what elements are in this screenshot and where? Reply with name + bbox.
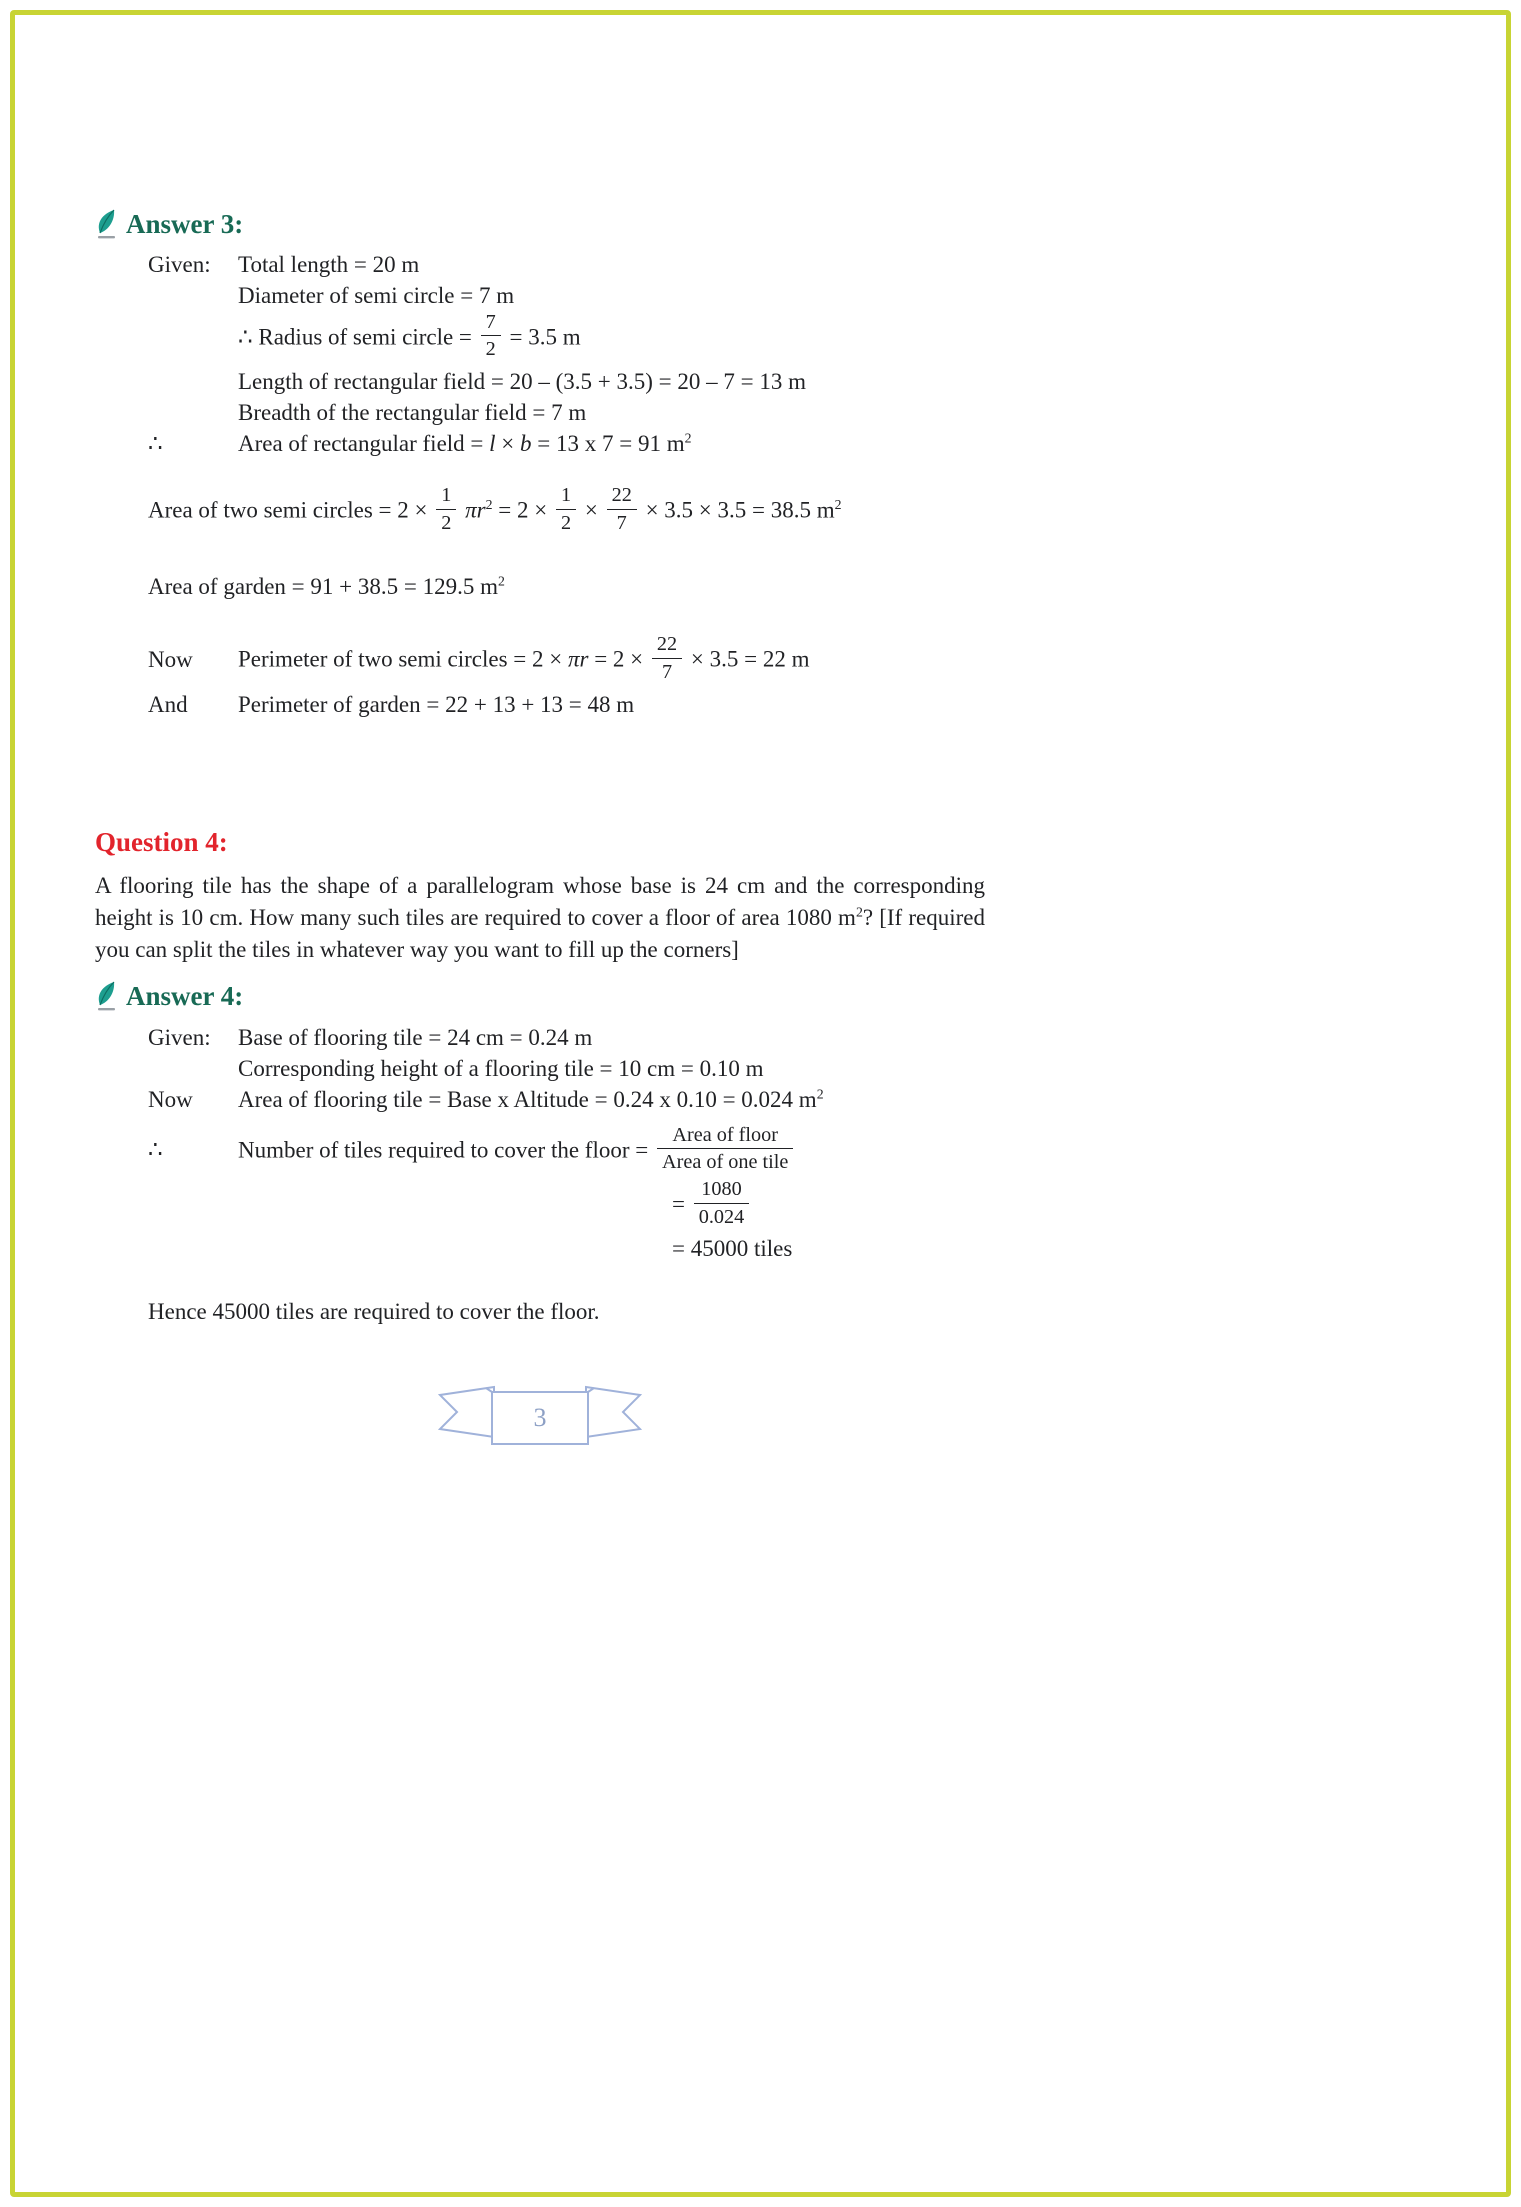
solution-line: [148, 689, 1521, 720]
answer-4-section: [95, 978, 1521, 1327]
line-text: Breadth of the rectangular field = 7 m: [238, 399, 587, 425]
line-text: Number of tiles required to cover the floor = $\frac{\text{Area of floor}}{\text{Area of one tile}}$: [238, 1125, 796, 1179]
solution-line: [148, 1084, 1521, 1115]
answer-4-heading: [95, 978, 1521, 1014]
solution-line: [148, 397, 1521, 428]
line-text: Perimeter of two semi circles = 2 × πr = 2 × $\frac{22}{7}$ × 3.5 = 22 m: [238, 634, 809, 688]
solution-line: [148, 312, 1521, 366]
superscript: 2: [855, 904, 863, 920]
answer-3-lines: [95, 249, 1521, 719]
solution-line: [148, 1022, 1521, 1053]
superscript: 2: [816, 1086, 824, 1102]
fraction: $\frac{7}{2}$: [481, 309, 501, 363]
line-label: Now: [148, 1086, 193, 1112]
question-4-heading: Question 4:: [95, 826, 228, 857]
solution-line: [148, 634, 1521, 688]
superscript: 2: [834, 496, 842, 512]
math-variable: πr: [567, 646, 589, 672]
math-variable: πr: [465, 497, 486, 523]
fraction: $\frac{22}{7}$: [652, 631, 682, 685]
line-text: Total length = 20 m: [238, 252, 420, 278]
line-text: Perimeter of garden = 22 + 13 + 13 = 48 m: [238, 691, 635, 717]
answer-3-section: [95, 206, 1521, 720]
line-text: Length of rectangular field = 20 – (3.5 + 3.5) = 20 – 7 = 13 m: [238, 368, 806, 394]
line-text: Area of rectangular field = l × b = 13 x 7 = 91 $m^2$: [238, 430, 692, 456]
line-label: Now: [148, 646, 193, 672]
line-label: ∴: [148, 430, 163, 456]
solution-line: [148, 1233, 1521, 1264]
line-text: Base of flooring tile = 24 cm = 0.24 m: [238, 1024, 593, 1050]
answer-3-heading-text: Answer 3:: [126, 209, 244, 239]
line-text: Diameter of semi circle = 7 m: [238, 283, 515, 309]
line-label: ∴: [148, 1137, 163, 1163]
math-variable: b: [520, 430, 532, 456]
solution-line: [148, 428, 1521, 459]
page-number: 3: [533, 1402, 547, 1432]
fraction: $\frac{1080}{0.024}$: [694, 1176, 750, 1230]
fraction: $\frac{\text{Area of floor}}{\text{Area of one tile}}$: [657, 1122, 793, 1176]
line-text: ∴ Radius of semi circle = $\frac{7}{2}$ = 3.5 m: [238, 312, 581, 366]
page-number-ribbon: [430, 1376, 650, 1460]
answer-3-heading: [95, 206, 1521, 242]
solution-line: [148, 1125, 1521, 1179]
line-label: Given:: [148, 1024, 211, 1050]
superscript: 2: [684, 430, 692, 446]
question-4-text: A flooring tile has the shape of a parallelogram whose base is 24 cm and the corresponding height is 10 cm. How many such tiles are required to cover a floor of area 1080 $m^2$? [If required you can split the tiles in whatever way you want to fill up the corners]: [95, 873, 986, 963]
line-text: Corresponding height of a flooring tile = 10 cm = 0.10 m: [238, 1055, 764, 1081]
fraction: $\frac{1}{2}$: [436, 482, 456, 536]
solution-line: [148, 1179, 1521, 1233]
solution-line: [148, 280, 1521, 311]
brand-leaf-icon: [95, 209, 119, 240]
solution-line: [148, 571, 1521, 602]
fraction: $\frac{1}{2}$: [556, 482, 576, 536]
fraction: $\frac{22}{7}$: [607, 482, 637, 536]
answer-4-lines: [95, 1022, 1521, 1328]
line-label: And: [148, 691, 188, 717]
question-4-section: [95, 824, 1521, 966]
solution-line: [148, 366, 1521, 397]
solution-line: [148, 485, 1521, 539]
answer-4-heading-text: Answer 4:: [126, 981, 244, 1012]
solution-line: [148, 1296, 1521, 1327]
line-text: = $\frac{1080}{0.024}$: [672, 1179, 752, 1233]
math-variable: l: [489, 430, 496, 456]
line-text: Area of garden = 91 + 38.5 = 129.5 $m^2$: [148, 573, 505, 600]
solution-line: [148, 249, 1521, 280]
line-label: Given:: [148, 252, 211, 278]
line-text: Area of two semi circles = 2 × $\frac{1}{2}$ $\pi r^2 = 2$ × $\frac{1}{2}$ × $\frac{22}{7}$ × 3.5 × 3.5 = 38.5 $m^2$: [148, 485, 842, 539]
brand-leaf-icon: [95, 981, 119, 1012]
solution-line: [148, 1053, 1521, 1084]
line-text: Hence 45000 tiles are required to cover the floor.: [148, 1299, 600, 1325]
superscript: 2: [485, 496, 493, 512]
line-text: Area of flooring tile = Base x Altitude = 0.24 x 0.10 = 0.024 $m^2$: [238, 1086, 824, 1112]
line-text: = 45000 tiles: [672, 1236, 793, 1262]
superscript: 2: [497, 573, 505, 589]
